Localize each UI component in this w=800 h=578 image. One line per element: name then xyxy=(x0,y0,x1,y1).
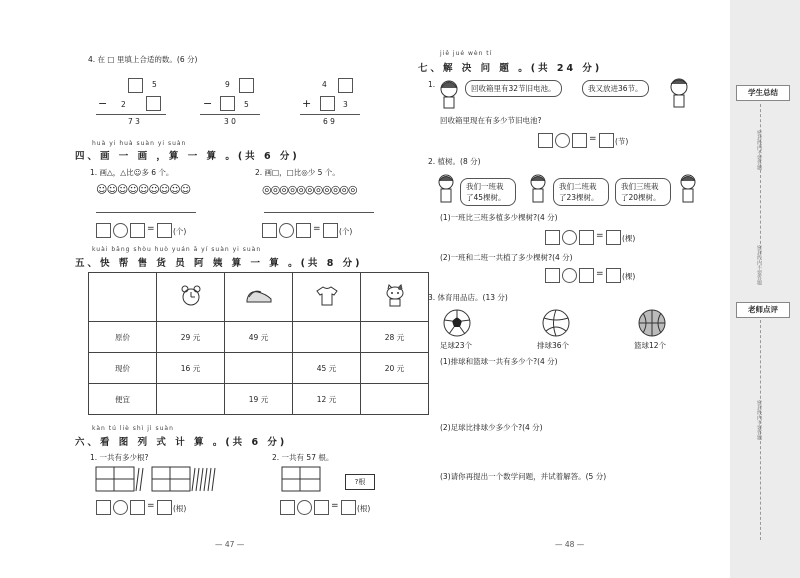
q3-title: 3. 体育用品店。(13 分) xyxy=(428,293,508,302)
answer-box[interactable] xyxy=(338,78,353,93)
shirt-icon xyxy=(293,273,361,322)
answer-box[interactable] xyxy=(320,96,335,111)
stick-bundles-1 xyxy=(94,464,244,494)
basketball-icon xyxy=(637,308,667,338)
seal-line-text: 密封线内不要答题 xyxy=(756,245,762,285)
sec6-pinyin: kàn tú liè shì jì suàn xyxy=(92,425,174,432)
sec7-pinyin: jiě jué wèn tí xyxy=(440,50,493,57)
seal-line-text: 密封线内不要答题 xyxy=(756,400,762,440)
student-summary-label: 学生总结 xyxy=(736,85,790,101)
q2-title: 2. 植树。(8 分) xyxy=(428,157,481,166)
circle-rings: ◎◎◎◎◎◎◎◎◎◎◎ xyxy=(262,183,357,196)
sec6-title: 六、看 图 列 式 计 算 。(共 6 分) xyxy=(75,437,288,448)
answer-box[interactable] xyxy=(128,78,143,93)
boy-icon xyxy=(666,76,692,110)
kitty-toy-icon xyxy=(361,273,429,322)
table-row: 便宜 19 元 12 元 xyxy=(89,384,429,415)
speech-bubble: 我们二班栽了23棵树。 xyxy=(553,178,609,206)
table-row: 现价 16 元 45 元 20 元 xyxy=(89,353,429,384)
soccer-ball-icon xyxy=(442,308,472,338)
q1-question: 回收箱里现在有多少节旧电池? xyxy=(440,116,542,125)
q2-sub1: (1)一班比三班多植多少棵树?(4 分) xyxy=(440,213,558,222)
sec7-title: 七、解 决 问 题 。(共 24 分) xyxy=(418,63,603,74)
answer-box[interactable] xyxy=(220,96,235,111)
answer-box[interactable] xyxy=(239,78,254,93)
stick-bundles-2 xyxy=(280,464,350,494)
volleyball-icon xyxy=(541,308,571,338)
ball-label: 篮球12个 xyxy=(634,341,667,350)
sec4-q1: 1. 画△，△比☺多 6 个。 xyxy=(90,168,174,177)
price-table xyxy=(88,272,429,415)
q3-sub2: (2)足球比排球少多少个?(4 分) xyxy=(440,423,543,432)
speech-bubble: 我们一班栽了45棵树。 xyxy=(460,178,516,206)
ball-label: 足球23个 xyxy=(440,341,473,350)
child-icon xyxy=(434,172,458,204)
sec5-title: 五、快 帮 售 货 员 阿 姨 算 一 算 。(共 8 分) xyxy=(75,258,363,269)
q3-sub3: (3)请你再提出一个数学问题，并试着解答。(5 分) xyxy=(440,472,607,481)
clock-icon xyxy=(157,273,225,322)
mystery-box: ?根 xyxy=(345,474,375,490)
shoes-icon xyxy=(225,273,293,322)
q2-sub2: (2)一班和二班一共植了多少棵树?(4 分) xyxy=(440,253,573,262)
sec6-q2: 2. 一共有 57 根。 xyxy=(272,453,334,462)
child-icon xyxy=(676,172,700,204)
teacher-comment-label: 老师点评 xyxy=(736,302,790,318)
seal-line-text: 密封线内不要答题 xyxy=(756,130,762,170)
girl-icon xyxy=(436,78,462,110)
q3-sub1: (1)排球和篮球一共有多少个?(4 分) xyxy=(440,357,558,366)
q4-title: 4. 在 □ 里填上合适的数。(6 分) xyxy=(88,55,198,64)
page-number-right: — 48 — xyxy=(555,540,585,549)
sec6-q1: 1. 一共有多少根? xyxy=(90,453,149,462)
sec4-q2: 2. 画□，□比◎少 5 个。 xyxy=(255,168,340,177)
answer-box[interactable] xyxy=(146,96,161,111)
ball-label: 排球36个 xyxy=(537,341,570,350)
table-row: 原价 29 元 49 元 28 元 xyxy=(89,322,429,353)
sec4-title: 四、画 一 画 ，算 一 算 。(共 6 分) xyxy=(75,151,300,162)
speech-bubble: 我们三班栽了20棵树。 xyxy=(615,178,671,206)
smiley-faces: ☺☺☺☺☺☺☺☺☺ xyxy=(96,183,191,196)
speech-bubble: 我又放进36节。 xyxy=(582,80,649,97)
page-number-left: — 47 — xyxy=(215,540,245,549)
sec4-pinyin: huà yi huà suàn yi suàn xyxy=(92,140,187,147)
child-icon xyxy=(526,172,550,204)
speech-bubble: 回收箱里有32节旧电池。 xyxy=(465,80,562,97)
sec5-pinyin: kuài bāng shòu huò yuán ā yí suàn yi suàn xyxy=(92,246,262,253)
